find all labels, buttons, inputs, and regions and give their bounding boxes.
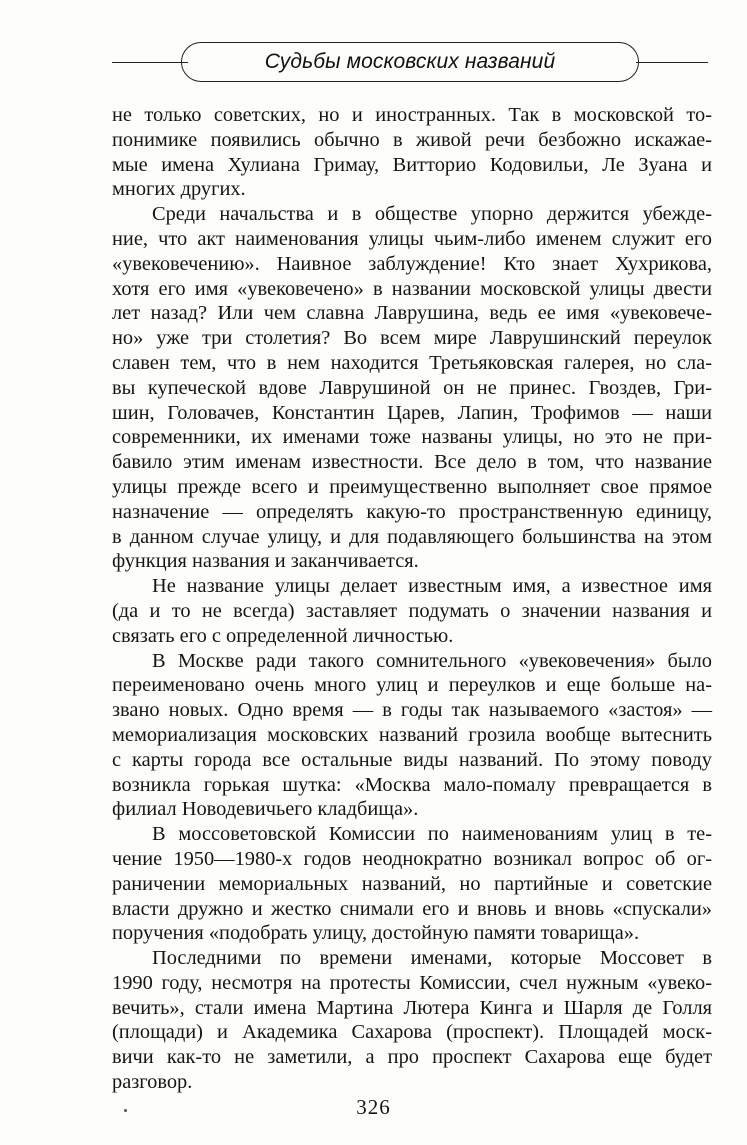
text-line: современники, их именами тоже названы улицы, но это не при- bbox=[112, 426, 712, 449]
text-line: бавило этим именам известности. Все дело в том, что название bbox=[112, 451, 712, 474]
header-rule-left bbox=[112, 62, 188, 63]
text-line: разговор. bbox=[112, 1071, 193, 1094]
text-line: функция названия и заканчивается. bbox=[112, 550, 419, 573]
text-line: звано новых. Одно время — в годы так называемого «застоя» — bbox=[112, 699, 712, 722]
paragraph bbox=[112, 946, 712, 1095]
text-line: чение 1950—1980-х годов неоднократно возникал вопрос об ог- bbox=[112, 847, 712, 870]
text-line: лет назад? Или чем славна Лаврушина, ведь ее имя «увековече- bbox=[112, 302, 712, 325]
text-line: назначение — определять какую-то пространственную единицу, bbox=[112, 500, 712, 523]
text-line: с карты города все остальные виды названий. По этому поводу bbox=[112, 748, 712, 771]
text-line: мые имена Хулиана Гримау, Витторио Кодовильи, Ле Зуана и bbox=[112, 153, 712, 176]
text-line: возникла горькая шутка: «Москва мало-помалу превращается в bbox=[112, 773, 712, 796]
text-line: филиал Новодевичьего кладбища». bbox=[112, 798, 419, 821]
header-frame bbox=[181, 42, 639, 82]
print-speck bbox=[124, 1109, 127, 1112]
text-line: В моссоветовской Комиссии по наименованиям улиц в те- bbox=[152, 823, 712, 846]
header-rule-right bbox=[636, 62, 708, 63]
body-text bbox=[112, 103, 712, 1095]
text-line: славен тем, что в нем находится Третьяковская галерея, но сла- bbox=[112, 351, 712, 374]
text-line: многих других. bbox=[112, 178, 246, 201]
text-line: но» уже три столетия? Во всем мире Лаврушинский переулок bbox=[112, 327, 712, 350]
page-number: 326 bbox=[356, 1095, 391, 1119]
text-line: 1990 году, несмотря на протесты Комиссии, счел нужным «увеко- bbox=[112, 971, 712, 994]
text-line: шин, Головачев, Константин Царев, Лапин, Трофимов — наши bbox=[112, 401, 712, 424]
running-header-title: Судьбы московских названий bbox=[264, 50, 556, 73]
text-line: раничении мемориальных названий, но партийные и советские bbox=[112, 872, 712, 895]
text-line: Среди начальства и в обществе упорно держится убежде- bbox=[152, 203, 712, 226]
text-line: поручения «подобрать улицу, достойную памяти товарища». bbox=[112, 922, 640, 945]
text-line: (площади) и Академика Сахарова (проспект). Площадей моск- bbox=[112, 1021, 712, 1044]
text-line: понимике появились обычно в живой речи безбожно искажае- bbox=[112, 128, 712, 151]
text-line: «увековечению». Наивное заблуждение! Кто знает Хухрикова, bbox=[112, 252, 712, 275]
text-line: связать его с определенной личностью. bbox=[112, 624, 454, 647]
text-line: власти дружно и жестко снимали его и вновь и вновь «спускали» bbox=[112, 897, 712, 920]
text-line: Не название улицы делает известным имя, а известное имя bbox=[152, 575, 712, 598]
paragraph bbox=[112, 574, 712, 648]
paragraph bbox=[112, 822, 712, 946]
text-line: переименовано очень много улиц и переулков и еще больше на- bbox=[112, 674, 712, 697]
text-line: не только советских, но и иностранных. Так в московской то- bbox=[112, 104, 712, 126]
text-line: мемориализация московских названий грозила вообще вытеснить bbox=[112, 723, 712, 746]
text-line: (да и то не всегда) заставляет подумать о значении названия и bbox=[112, 599, 712, 622]
paragraph bbox=[112, 649, 712, 823]
text-line: вы купеческой вдове Лаврушиной он не принес. Гвоздев, Гри- bbox=[112, 376, 712, 399]
paragraph bbox=[112, 202, 712, 574]
text-line: вечить», стали имена Мартина Лютера Кинга и Шарля де Голля bbox=[112, 996, 712, 1019]
text-line: вичи как-то не заметили, а про проспект Сахарова еще будет bbox=[112, 1046, 712, 1069]
running-header bbox=[0, 40, 747, 86]
text-line: В Москве ради такого сомнительного «увековечения» было bbox=[152, 649, 712, 672]
paragraph bbox=[112, 103, 712, 202]
text-line: в данном случае улицу, и для подавляющего большинства на этом bbox=[112, 525, 712, 548]
text-line: ние, что акт наименования улицы чьим-либо именем служит его bbox=[112, 227, 712, 250]
text-line: хотя его имя «увековечено» в названии московской улицы двести bbox=[112, 277, 712, 300]
text-line: Последними по времени именами, которые Моссовет в bbox=[152, 947, 712, 970]
text-line: улицы прежде всего и преимущественно выполняет свое прямое bbox=[112, 475, 712, 498]
